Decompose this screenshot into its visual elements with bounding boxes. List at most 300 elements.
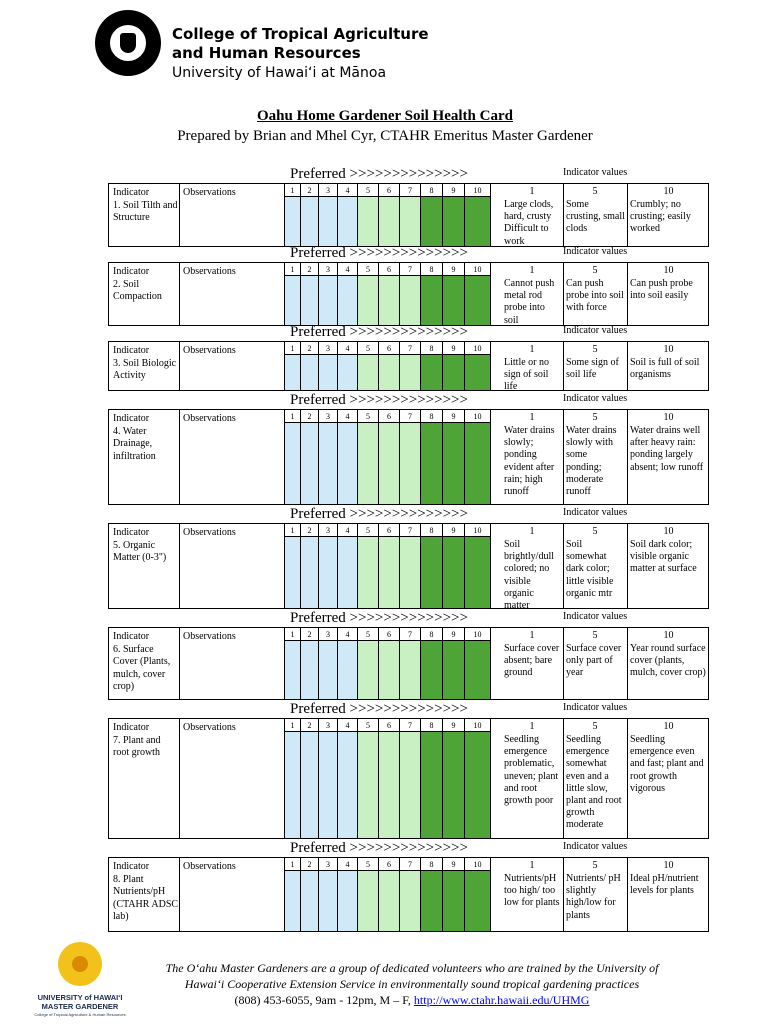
score-number: 10	[473, 412, 482, 421]
indicator-value-text: Little or no sign of soil life	[504, 357, 549, 393]
score-cell[interactable]	[379, 184, 400, 246]
row-header	[108, 323, 708, 341]
indicator-cell	[109, 410, 180, 504]
score-number: 8	[429, 721, 434, 730]
score-cell[interactable]	[443, 410, 465, 504]
contact-text: (808) 453-6055, 9am - 12pm, M – F,	[234, 993, 414, 1007]
score-cell[interactable]	[284, 342, 301, 390]
indicator-value-text: Soil is full of soil organisms	[630, 357, 700, 381]
score-cell[interactable]	[400, 524, 421, 608]
indicator-title: 5. Organic Matter (0-3")	[113, 539, 167, 563]
score-cell[interactable]	[338, 858, 358, 931]
score-number: 6	[387, 526, 391, 535]
indicator-value-text: Seedling emergence somewhat even and a little slow, plant and root growth moderate	[566, 734, 622, 831]
score-number: 7	[408, 526, 412, 535]
score-cell[interactable]	[465, 628, 491, 699]
indicator-value-text: Water drains slowly; ponding evident after rain; high runoff	[504, 425, 555, 498]
score-number: 5	[366, 186, 370, 195]
row-body	[108, 183, 709, 247]
score-number: 6	[387, 721, 391, 730]
score-number: 3	[326, 526, 330, 535]
score-cell[interactable]	[421, 628, 443, 699]
indicator-value-number: 5	[592, 860, 598, 871]
indicator-value-text: Nutrients/pH too high/ too low for plants	[504, 873, 560, 909]
score-cell[interactable]	[319, 719, 338, 838]
observations-label: Observations	[183, 861, 236, 872]
indicator-title: 2. Soil Compaction	[113, 278, 162, 302]
score-cell[interactable]	[319, 628, 338, 699]
indicator-value-text: Cannot push metal rod probe into soil	[504, 278, 555, 326]
score-cell[interactable]	[400, 342, 421, 390]
preferred-label: Preferred >>>>>>>>>>>>>>	[290, 245, 468, 261]
row-header	[108, 839, 708, 857]
preferred-label: Preferred >>>>>>>>>>>>>>	[290, 166, 468, 182]
score-cell[interactable]	[400, 263, 421, 325]
org-name	[172, 25, 429, 63]
score-number: 1	[290, 412, 295, 421]
indicator-name	[113, 413, 179, 463]
indicator-value-cell	[563, 263, 628, 325]
indicator-cell	[109, 263, 180, 325]
row-body	[108, 341, 709, 391]
score-number: 4	[345, 412, 350, 421]
indicator-value-text: Some sign of soil life	[566, 357, 619, 381]
footer-contact	[132, 992, 692, 1008]
score-cell[interactable]	[358, 342, 379, 390]
row-header	[108, 700, 708, 718]
score-cell[interactable]	[400, 719, 421, 838]
indicator-cell	[109, 184, 180, 246]
indicator-value-number: 5	[592, 721, 598, 732]
score-number: 7	[408, 721, 412, 730]
indicator-values-label: Indicator values	[563, 393, 628, 404]
score-cell[interactable]	[358, 184, 379, 246]
indicator-value-cell	[563, 628, 628, 699]
score-cell[interactable]	[421, 184, 443, 246]
indicator-value-cell	[563, 342, 628, 390]
indicator-values-label: Indicator values	[563, 611, 628, 622]
indicator-title: 7. Plant and root growth	[113, 734, 161, 758]
indicator-value-text: Year round surface cover (plants, mulch, cover crop)	[630, 643, 706, 679]
row-body	[108, 409, 709, 505]
indicator-value-number: 10	[663, 860, 674, 871]
indicator-row	[108, 391, 708, 505]
indicator-value-number: 1	[529, 721, 535, 732]
score-cell[interactable]	[443, 184, 465, 246]
row-body	[108, 523, 709, 612]
score-cell[interactable]	[338, 410, 358, 504]
score-number: 6	[387, 344, 391, 353]
indicator-value-text: Some crusting, small clods	[566, 199, 625, 235]
score-cell[interactable]	[284, 628, 301, 699]
score-number: 5	[366, 721, 370, 730]
score-cell[interactable]	[301, 858, 319, 931]
observations-label: Observations	[183, 187, 236, 198]
score-cell[interactable]	[358, 858, 379, 931]
indicator-value-cell	[627, 524, 710, 608]
indicator-title: 4. Water Drainage, infiltration	[113, 425, 156, 462]
score-cell[interactable]	[465, 263, 491, 325]
indicator-value-text: Soil brightly/dull colored; no visible organic matter	[504, 539, 554, 612]
indicator-value-cell	[563, 410, 628, 504]
score-cell[interactable]	[421, 263, 443, 325]
score-cell[interactable]	[338, 263, 358, 325]
observations-label: Observations	[183, 345, 236, 356]
indicator-row	[108, 165, 708, 247]
score-cell[interactable]	[301, 524, 319, 608]
indicator-name	[113, 266, 179, 304]
score-number: 9	[451, 860, 456, 869]
score-number: 5	[366, 630, 370, 639]
score-number: 4	[345, 186, 350, 195]
score-cell[interactable]	[284, 184, 301, 246]
score-cell[interactable]	[319, 524, 338, 608]
score-number: 5	[366, 412, 370, 421]
score-cell[interactable]	[338, 342, 358, 390]
indicator-value-text: Ideal pH/nutrient levels for plants	[630, 873, 699, 897]
indicator-name	[113, 345, 179, 383]
indicator-cell	[109, 524, 180, 608]
score-number: 7	[408, 860, 412, 869]
document-subtitle: Prepared by Brian and Mhel Cyr, CTAHR Emeritus Master Gardener	[177, 128, 593, 144]
score-number: 1	[290, 630, 295, 639]
score-number: 9	[451, 186, 456, 195]
score-cell[interactable]	[301, 410, 319, 504]
score-number: 8	[429, 860, 434, 869]
indicator-value-cell	[501, 628, 564, 699]
indicator-label: Indicator	[113, 266, 150, 277]
university-seal-logo	[95, 10, 161, 76]
score-cell[interactable]	[358, 719, 379, 838]
score-number: 10	[473, 630, 482, 639]
score-cell[interactable]	[465, 410, 491, 504]
indicator-cell	[109, 628, 180, 699]
score-number: 10	[473, 186, 482, 195]
score-number: 9	[451, 265, 456, 274]
indicator-value-cell	[501, 858, 564, 931]
indicator-value-cell	[627, 719, 710, 838]
org-line-1: College of Tropical Agriculture	[172, 25, 429, 43]
indicator-value-cell	[501, 524, 564, 612]
score-number: 5	[366, 265, 370, 274]
footer	[132, 960, 692, 1008]
indicator-value-cell	[563, 719, 628, 838]
score-cell[interactable]	[358, 263, 379, 325]
score-cell[interactable]	[443, 628, 465, 699]
indicator-value-text: Surface cover only part of year	[566, 643, 622, 679]
score-number: 3	[326, 265, 330, 274]
score-number: 1	[290, 860, 295, 869]
indicator-value-text: Seedling emergence problematic, uneven; plant and root growth poor	[504, 734, 559, 807]
score-number: 9	[451, 721, 456, 730]
indicator-name	[113, 861, 179, 924]
score-number: 8	[429, 186, 434, 195]
score-cell[interactable]	[319, 410, 338, 504]
score-cell[interactable]	[421, 719, 443, 838]
score-number: 5	[366, 526, 370, 535]
score-cell[interactable]	[319, 342, 338, 390]
score-number: 7	[408, 630, 412, 639]
row-body	[108, 262, 709, 326]
org-line-2: and Human Resources	[172, 44, 361, 62]
observations-label: Observations	[183, 527, 236, 538]
score-cell[interactable]	[400, 628, 421, 699]
preferred-label: Preferred >>>>>>>>>>>>>>	[290, 324, 468, 340]
score-number: 3	[326, 860, 330, 869]
score-number: 7	[408, 186, 412, 195]
score-cell[interactable]	[284, 858, 301, 931]
score-cell[interactable]	[379, 858, 400, 931]
indicator-cell	[109, 342, 180, 390]
score-number: 2	[307, 721, 312, 730]
indicator-value-number: 1	[529, 860, 535, 871]
indicator-label: Indicator	[113, 722, 150, 733]
indicator-value-number: 1	[529, 526, 535, 537]
score-number: 8	[429, 265, 434, 274]
indicator-row	[108, 323, 708, 391]
score-cell[interactable]	[421, 342, 443, 390]
score-cell[interactable]	[443, 524, 465, 608]
score-number: 9	[451, 526, 456, 535]
indicator-row	[108, 700, 708, 839]
score-number: 9	[451, 412, 456, 421]
row-body	[108, 857, 709, 932]
score-number: 2	[307, 860, 312, 869]
logo-text-3: College of Tropical Agriculture & Human Resources	[34, 1012, 126, 1017]
indicator-label: Indicator	[113, 527, 150, 538]
indicator-value-number: 1	[529, 630, 535, 641]
score-number: 1	[290, 265, 295, 274]
score-cell[interactable]	[301, 342, 319, 390]
indicator-value-text: Soil somewhat dark color; little visible organic mtr	[566, 539, 614, 599]
indicator-value-text: Can push probe into soil with force	[566, 278, 624, 314]
observations-label: Observations	[183, 722, 236, 733]
indicator-value-cell	[501, 263, 564, 325]
score-cell[interactable]	[379, 263, 400, 325]
website-link[interactable]: http://www.ctahr.hawaii.edu/UHMG	[413, 993, 590, 1007]
indicator-value-text: Water drains slowly with some ponding; moderate runoff	[566, 425, 617, 498]
score-cell[interactable]	[301, 628, 319, 699]
score-cell[interactable]	[421, 410, 443, 504]
score-cell[interactable]	[284, 263, 301, 325]
score-cell[interactable]	[358, 524, 379, 608]
score-cell[interactable]	[301, 719, 319, 838]
indicator-value-number: 10	[663, 412, 674, 423]
document-title: Oahu Home Gardener Soil Health Card	[257, 108, 513, 124]
score-cell[interactable]	[379, 628, 400, 699]
score-cell[interactable]	[400, 410, 421, 504]
indicator-value-number: 5	[592, 412, 598, 423]
score-cell[interactable]	[465, 184, 491, 246]
indicator-value-number: 10	[663, 344, 674, 355]
indicator-value-text: Surface cover absent; bare ground	[504, 643, 560, 679]
score-cell[interactable]	[319, 858, 338, 931]
score-cell[interactable]	[358, 410, 379, 504]
score-number: 7	[408, 344, 412, 353]
preferred-label: Preferred >>>>>>>>>>>>>>	[290, 392, 468, 408]
indicator-value-number: 1	[529, 344, 535, 355]
score-number: 9	[451, 630, 456, 639]
indicator-row	[108, 609, 708, 700]
indicator-value-number: 5	[592, 344, 598, 355]
logo-text-1: UNIVERSITY of HAWAIʻI	[37, 993, 123, 1002]
indicator-name	[113, 722, 179, 760]
preferred-label: Preferred >>>>>>>>>>>>>>	[290, 506, 468, 522]
row-header	[108, 165, 708, 183]
score-cell[interactable]	[379, 719, 400, 838]
score-number: 2	[307, 265, 312, 274]
score-number: 10	[473, 344, 482, 353]
score-cell[interactable]	[284, 410, 301, 504]
score-number: 10	[473, 721, 482, 730]
row-header	[108, 244, 708, 262]
indicator-row	[108, 505, 708, 612]
row-header	[108, 505, 708, 523]
indicator-value-cell	[501, 184, 564, 246]
indicator-value-number: 5	[592, 526, 598, 537]
indicator-title: 3. Soil Biologic Activity	[113, 357, 177, 381]
score-cell[interactable]	[443, 719, 465, 838]
indicator-value-cell	[627, 263, 710, 325]
score-number: 4	[345, 344, 350, 353]
indicator-value-text: Nutrients/ pH slightly high/low for plants	[566, 873, 621, 921]
indicator-values-label: Indicator values	[563, 702, 628, 713]
score-cell[interactable]	[400, 184, 421, 246]
score-number: 10	[473, 265, 482, 274]
indicator-values-label: Indicator values	[563, 507, 628, 518]
score-cell[interactable]	[465, 858, 491, 931]
score-cell[interactable]	[421, 858, 443, 931]
score-cell[interactable]	[319, 184, 338, 246]
preferred-label: Preferred >>>>>>>>>>>>>>	[290, 840, 468, 856]
indicator-value-number: 5	[592, 630, 598, 641]
score-cell[interactable]	[301, 184, 319, 246]
score-number: 2	[307, 186, 312, 195]
score-cell[interactable]	[465, 342, 491, 390]
score-number: 7	[408, 265, 412, 274]
indicator-title: 1. Soil Tilth and Structure	[113, 199, 178, 223]
preferred-label: Preferred >>>>>>>>>>>>>>	[290, 701, 468, 717]
indicator-value-number: 10	[663, 630, 674, 641]
score-number: 1	[290, 721, 295, 730]
row-body	[108, 627, 709, 700]
score-cell[interactable]	[358, 628, 379, 699]
score-cell[interactable]	[465, 719, 491, 838]
score-number: 1	[290, 186, 295, 195]
row-header	[108, 391, 708, 409]
score-number: 7	[408, 412, 412, 421]
score-number: 3	[326, 344, 330, 353]
indicator-name	[113, 631, 179, 694]
indicator-value-cell	[501, 719, 564, 838]
score-cell[interactable]	[379, 410, 400, 504]
preferred-label: Preferred >>>>>>>>>>>>>>	[290, 610, 468, 626]
indicator-label: Indicator	[113, 345, 150, 356]
row-body	[108, 718, 709, 839]
logo-text-2: MASTER GARDENER	[41, 1002, 119, 1011]
score-cell[interactable]	[421, 524, 443, 608]
observations-label: Observations	[183, 631, 236, 642]
score-number: 4	[345, 630, 350, 639]
score-cell[interactable]	[443, 858, 465, 931]
indicator-cell	[109, 719, 180, 838]
indicator-label: Indicator	[113, 187, 150, 198]
score-cell[interactable]	[319, 263, 338, 325]
score-number: 3	[326, 412, 330, 421]
indicator-label: Indicator	[113, 631, 150, 642]
score-number: 8	[429, 526, 434, 535]
indicator-value-cell	[627, 858, 710, 931]
score-number: 6	[387, 630, 391, 639]
score-cell[interactable]	[301, 263, 319, 325]
indicator-values-label: Indicator values	[563, 246, 628, 257]
score-cell[interactable]	[443, 263, 465, 325]
indicator-value-text: Crumbly; no crusting; easily worked	[630, 199, 691, 235]
indicator-value-text: Water drains well after heavy rain: ponding largely absent; low runoff	[630, 425, 704, 473]
score-cell[interactable]	[400, 858, 421, 931]
indicator-value-cell	[627, 342, 710, 390]
indicator-value-number: 10	[663, 186, 674, 197]
score-cell[interactable]	[284, 719, 301, 838]
score-number: 5	[366, 344, 370, 353]
score-cell[interactable]	[338, 524, 358, 608]
score-cell[interactable]	[465, 524, 491, 608]
score-number: 6	[387, 186, 391, 195]
score-number: 4	[345, 265, 350, 274]
score-number: 3	[326, 630, 330, 639]
score-number: 2	[307, 526, 312, 535]
indicator-value-number: 5	[592, 186, 598, 197]
indicator-value-cell	[563, 524, 628, 608]
score-cell[interactable]	[443, 342, 465, 390]
score-number: 9	[451, 344, 456, 353]
score-number: 6	[387, 412, 391, 421]
footer-line-1: The O‘ahu Master Gardeners are a group of dedicated volunteers who are trained by the University of	[165, 961, 659, 975]
score-number: 10	[473, 860, 482, 869]
score-number: 2	[307, 412, 312, 421]
score-number: 1	[290, 526, 295, 535]
score-cell[interactable]	[379, 342, 400, 390]
score-number: 4	[345, 721, 350, 730]
score-number: 5	[366, 860, 370, 869]
indicator-values-label: Indicator values	[563, 325, 628, 336]
indicator-label: Indicator	[113, 861, 150, 872]
score-number: 3	[326, 186, 330, 195]
indicator-value-cell	[563, 858, 628, 931]
score-number: 1	[290, 344, 295, 353]
master-gardener-logo	[30, 936, 130, 1020]
indicator-row	[108, 244, 708, 326]
indicator-name	[113, 527, 179, 565]
indicator-value-cell	[501, 410, 564, 504]
indicator-value-number: 1	[529, 186, 535, 197]
score-cell[interactable]	[338, 628, 358, 699]
score-cell[interactable]	[338, 719, 358, 838]
score-cell[interactable]	[379, 524, 400, 608]
score-number: 6	[387, 265, 391, 274]
row-header	[108, 609, 708, 627]
score-number: 2	[307, 630, 312, 639]
score-number: 2	[307, 344, 312, 353]
score-cell[interactable]	[338, 184, 358, 246]
indicator-value-text: Soil dark color; visible organic matter at surface	[630, 539, 697, 575]
score-cell[interactable]	[284, 524, 301, 608]
indicator-title: 8. Plant Nutrients/pH (CTAHR ADSC lab)	[113, 873, 179, 922]
footer-line-2: Hawai‘i Cooperative Extension Service in environmentally sound tropical gardening practices	[184, 977, 640, 991]
indicator-value-cell	[563, 184, 628, 246]
indicator-value-number: 10	[663, 265, 674, 276]
observations-label: Observations	[183, 266, 236, 277]
